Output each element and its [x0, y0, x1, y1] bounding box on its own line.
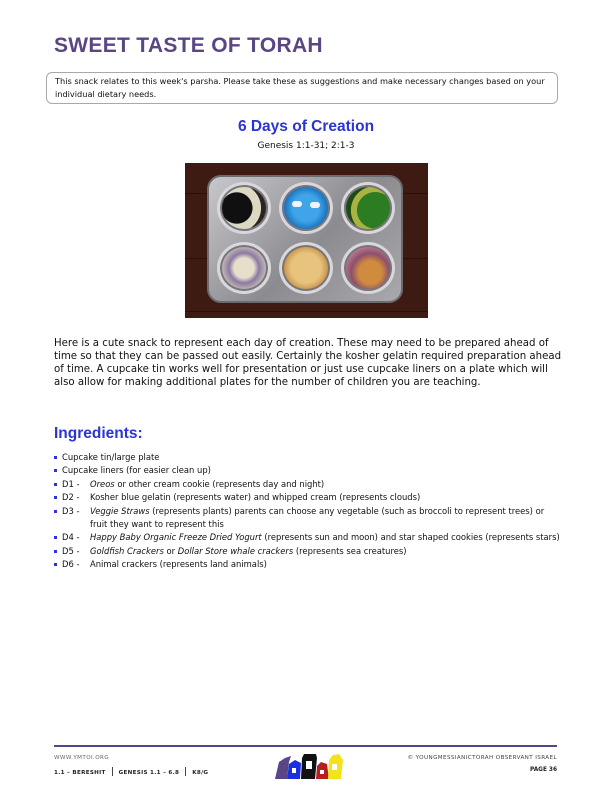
day-label: D3 -	[62, 505, 80, 516]
ymtoi-logo-icon	[273, 752, 349, 780]
cup-day6-animals	[341, 242, 395, 294]
footer-grade: K8/G	[192, 770, 209, 776]
footer-divider	[54, 745, 557, 747]
product-name: Dollar Store whale crackers	[177, 545, 294, 556]
ingredient-item: Cupcake tin/large plate	[54, 451, 564, 464]
scripture-reference: Genesis 1:1-31; 2:1-3	[257, 141, 355, 151]
footer-website-link[interactable]: WWW.YMTOI.ORG	[54, 755, 110, 761]
ingredient-item-day1: D1 - Oreos or other cream cookie (represents day and night)	[54, 478, 564, 491]
cloud-icon	[292, 201, 302, 207]
cup-day1-oreos	[217, 182, 271, 234]
snack-title: 6 Days of Creation	[237, 118, 375, 135]
product-name: Veggie Straws	[90, 505, 150, 516]
footer-portion: 1.1 – BERESHIT	[54, 770, 106, 776]
ingredient-item-day5: D5 - Goldfish Crackers or Dollar Store whale crackers (represents sea creatures)	[54, 545, 564, 558]
ingredients-list	[54, 451, 564, 572]
ingredient-item-day6: D6 - Animal crackers (represents land animals)	[54, 558, 564, 571]
cup-day2-gelatin	[279, 182, 333, 234]
intro-paragraph: Here is a cute snack to represent each day of creation. These may need to be prepared ahead of time so that they can be passed out easily. Certainly the kosher gelatin required preparation ahead of time. A cupcake tin works well for presentation or just use cupcake liners on a plate which will also allow for making additional plates for the number of children you are teaching.	[54, 338, 562, 389]
dietary-notice-text: This snack relates to this week's parsha. Please take these as suggestions and make necessary changes based on your individual dietary needs.	[55, 76, 545, 99]
product-name: Happy Baby Organic Freeze Dried Yogurt	[90, 532, 262, 543]
footer-copyright: © YOUNGMESSIANICTORAH OBSERVANT ISRAEL	[407, 755, 557, 761]
ingredient-item-day4: D4 - Happy Baby Organic Freeze Dried Yogurt (represents sun and moon) and star shaped cookies (represents stars)	[54, 531, 564, 544]
page-number: PAGE 36	[529, 767, 557, 773]
ingredient-item-day2: D2 - Kosher blue gelatin (represents water) and whipped cream (represents clouds)	[54, 491, 564, 504]
day-label: D4 -	[62, 532, 80, 543]
day-label: D6 -	[62, 559, 80, 570]
ingredients-heading: Ingredients:	[54, 425, 143, 442]
footer-separator	[185, 767, 186, 776]
ingredient-item-day3: D3 - Veggie Straws (represents plants) parents can choose any vegetable (such as broccoli to represent trees) or fruit they want to represent this	[54, 505, 564, 532]
cup-day4-stars	[217, 242, 271, 294]
page-title: SWEET TASTE OF TORAH	[54, 34, 323, 57]
footer-separator	[112, 767, 113, 776]
ingredient-item: Cupcake liners (for easier clean up)	[54, 464, 564, 477]
product-name: Goldfish Crackers	[90, 545, 164, 556]
cupcake-tin	[207, 175, 403, 303]
footer-scripture: GENESIS 1.1 – 6.8	[118, 770, 180, 776]
footer-lesson-info	[54, 767, 208, 776]
cup-day3-veggies	[341, 182, 395, 234]
product-name: Oreos	[90, 478, 115, 489]
wood-grain	[185, 311, 428, 312]
cup-day5-crackers	[279, 242, 333, 294]
cloud-icon	[310, 202, 320, 208]
day-label: D5 -	[62, 545, 80, 556]
dietary-notice-box	[46, 72, 558, 104]
day-label: D2 -	[62, 492, 80, 503]
day-label: D1 -	[62, 478, 80, 489]
snack-photo	[185, 163, 428, 318]
